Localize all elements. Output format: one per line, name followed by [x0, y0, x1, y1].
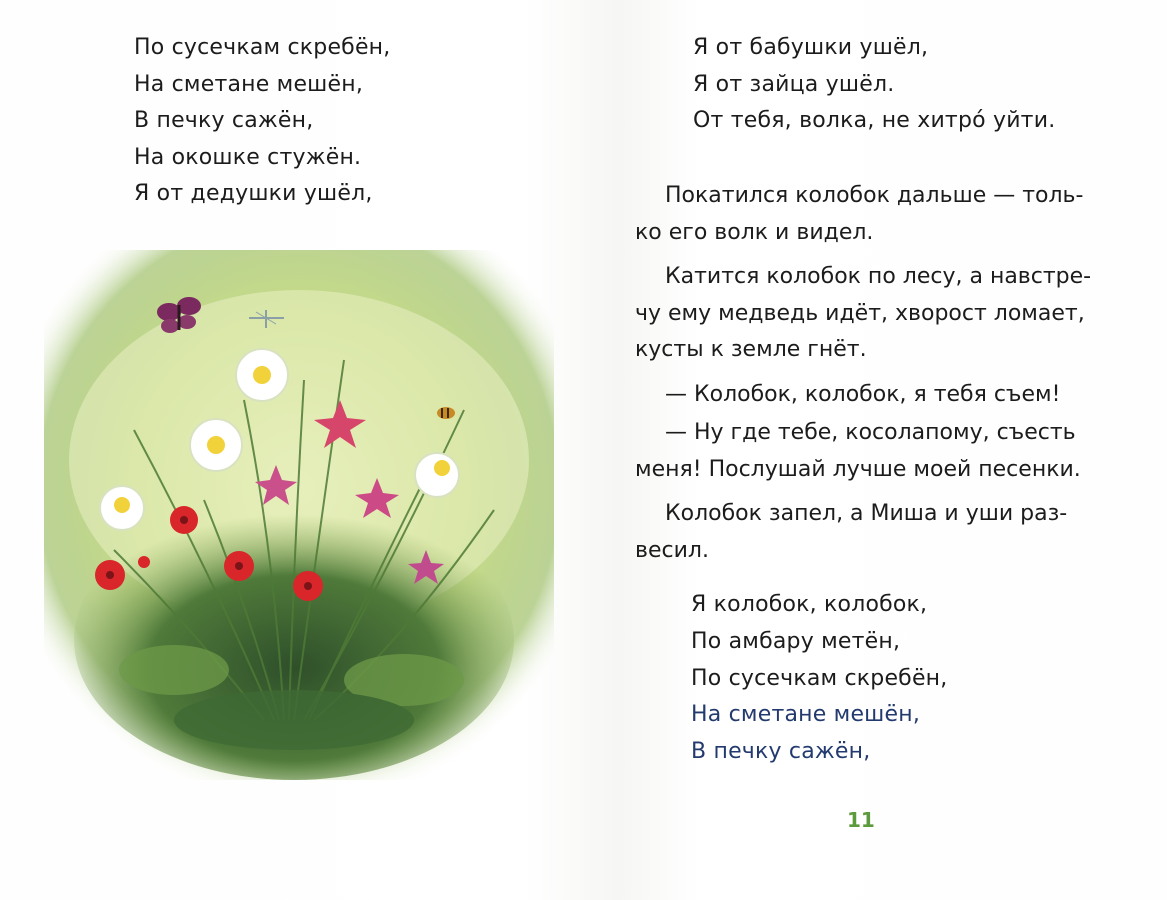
paragraph [665, 377, 1125, 414]
poem-line: По амбару метён, [691, 628, 901, 654]
poem-line: Я от зайца ушёл. [693, 71, 895, 97]
meadow-flowers-illustration [44, 250, 554, 780]
right-poem-top [693, 30, 1055, 140]
prose-line: Колобок запел, а Миша и уши раз- [665, 501, 1068, 526]
paragraph [635, 496, 1125, 569]
prose-line: чу ему медведь идёт, хворост ломает, [635, 300, 1085, 326]
page-number: 11 [847, 808, 875, 832]
daisy-flower [190, 419, 242, 471]
paragraph [635, 178, 1125, 251]
poem-line: Я от дедушки ушёл, [134, 181, 373, 206]
prose-line: Покатился колобок дальше — толь- [665, 183, 1084, 208]
daisy-flower [100, 486, 144, 530]
poem-line: В печку сажён, [134, 108, 314, 133]
left-page [0, 0, 575, 900]
left-poem [134, 30, 390, 213]
poem-line: На сметане мешён, [691, 702, 921, 728]
prose-text [635, 178, 1125, 569]
prose-line: меня! Послушай лучше моей песенки. [635, 456, 1081, 482]
prose-line: — Ну где тебе, косолапому, съесть [665, 420, 1076, 445]
prose-line: — Колобок, колобок, я тебя съем! [665, 381, 1061, 407]
paragraph [635, 415, 1125, 488]
poem-line: По сусечкам скребён, [134, 35, 391, 60]
daisy-flower [415, 453, 459, 497]
prose-line: кусты к земле гнёт. [635, 337, 867, 362]
prose-line: Катится колобок по лесу, а навстре- [665, 264, 1092, 289]
poem-line: На окошке стужён. [134, 144, 362, 170]
prose-line: весил. [635, 537, 709, 563]
poem-line: От тебя, волка, не хитрó уйти. [693, 108, 1056, 133]
right-poem-bottom [691, 587, 947, 771]
poem-line: На сметане мешён, [134, 71, 364, 97]
bee-icon [437, 407, 455, 419]
poem-line: По сусечкам скребён, [691, 665, 948, 691]
daisy-flower [236, 349, 288, 401]
poem-line: В печку сажён, [691, 739, 871, 765]
paragraph [635, 259, 1125, 369]
right-page [585, 0, 1167, 900]
poem-line: Я от бабушки ушёл, [693, 35, 929, 60]
prose-line: ко его волк и видел. [635, 219, 874, 245]
poem-line: Я колобок, колобок, [691, 592, 928, 617]
